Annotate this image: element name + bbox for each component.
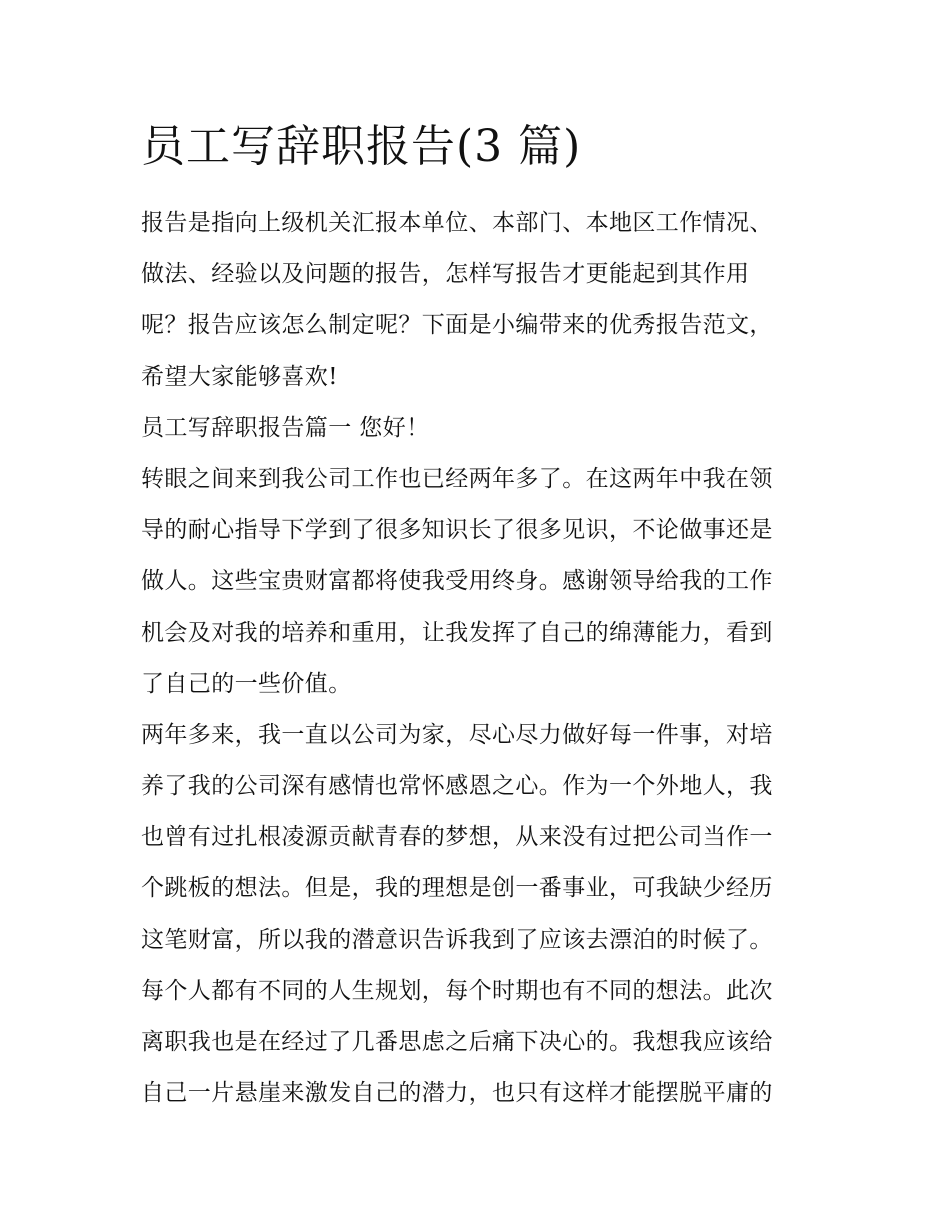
text-line: 离职我也是在经过了几番思虑之后痛下决心的。我想我应该给 bbox=[141, 1029, 773, 1055]
page-title: 员工写辞职报告(3 篇) bbox=[141, 121, 582, 172]
text-line: 希望大家能够喜欢! bbox=[141, 363, 338, 390]
text-line: 两年多来，我一直以公司为家，尽心尽力做好每一件事，对培 bbox=[141, 721, 773, 748]
document-body bbox=[141, 198, 813, 1119]
text-line: 这笔财富，所以我的潜意识告诉我到了应该去漂泊的时候了。 bbox=[141, 926, 773, 953]
text-line: 做人。这些宝贵财富都将使我受用终身。感谢领导给我的工作 bbox=[141, 568, 773, 595]
text-line: 自己一片悬崖来激发自己的潜力，也只有这样才能摆脱平庸的 bbox=[141, 1080, 773, 1107]
text-line: 了自己的一些价值。 bbox=[141, 670, 352, 697]
text-line: 导的耐心指导下学到了很多知识长了很多见识，不论做事还是 bbox=[141, 517, 773, 544]
text-line: 也曾有过扎根凌源贡献青春的梦想，从来没有过把公司当作一 bbox=[141, 824, 773, 851]
section-heading: 员工写辞职报告篇一 您好！ bbox=[141, 414, 430, 441]
text-line: 报告是指向上级机关汇报本单位、本部门、本地区工作情况、 bbox=[141, 210, 773, 236]
text-line: 呢？报告应该怎么制定呢？下面是小编带来的优秀报告范文， bbox=[141, 312, 773, 339]
text-line: 转眼之间来到我公司工作也已经两年多了。在这两年中我在领 bbox=[141, 465, 773, 492]
text-line: 养了我的公司深有感情也常怀感恩之心。作为一个外地人，我 bbox=[141, 773, 773, 800]
text-line: 机会及对我的培养和重用，让我发挥了自己的绵薄能力，看到 bbox=[141, 619, 773, 646]
text-line: 个跳板的想法。但是，我的理想是创一番事业，可我缺少经历 bbox=[141, 875, 773, 902]
text-line: 做法、经验以及问题的报告，怎样写报告才更能起到其作用 bbox=[141, 261, 750, 288]
text-line: 每个人都有不同的人生规划，每个时期也有不同的想法。此次 bbox=[141, 977, 773, 1004]
